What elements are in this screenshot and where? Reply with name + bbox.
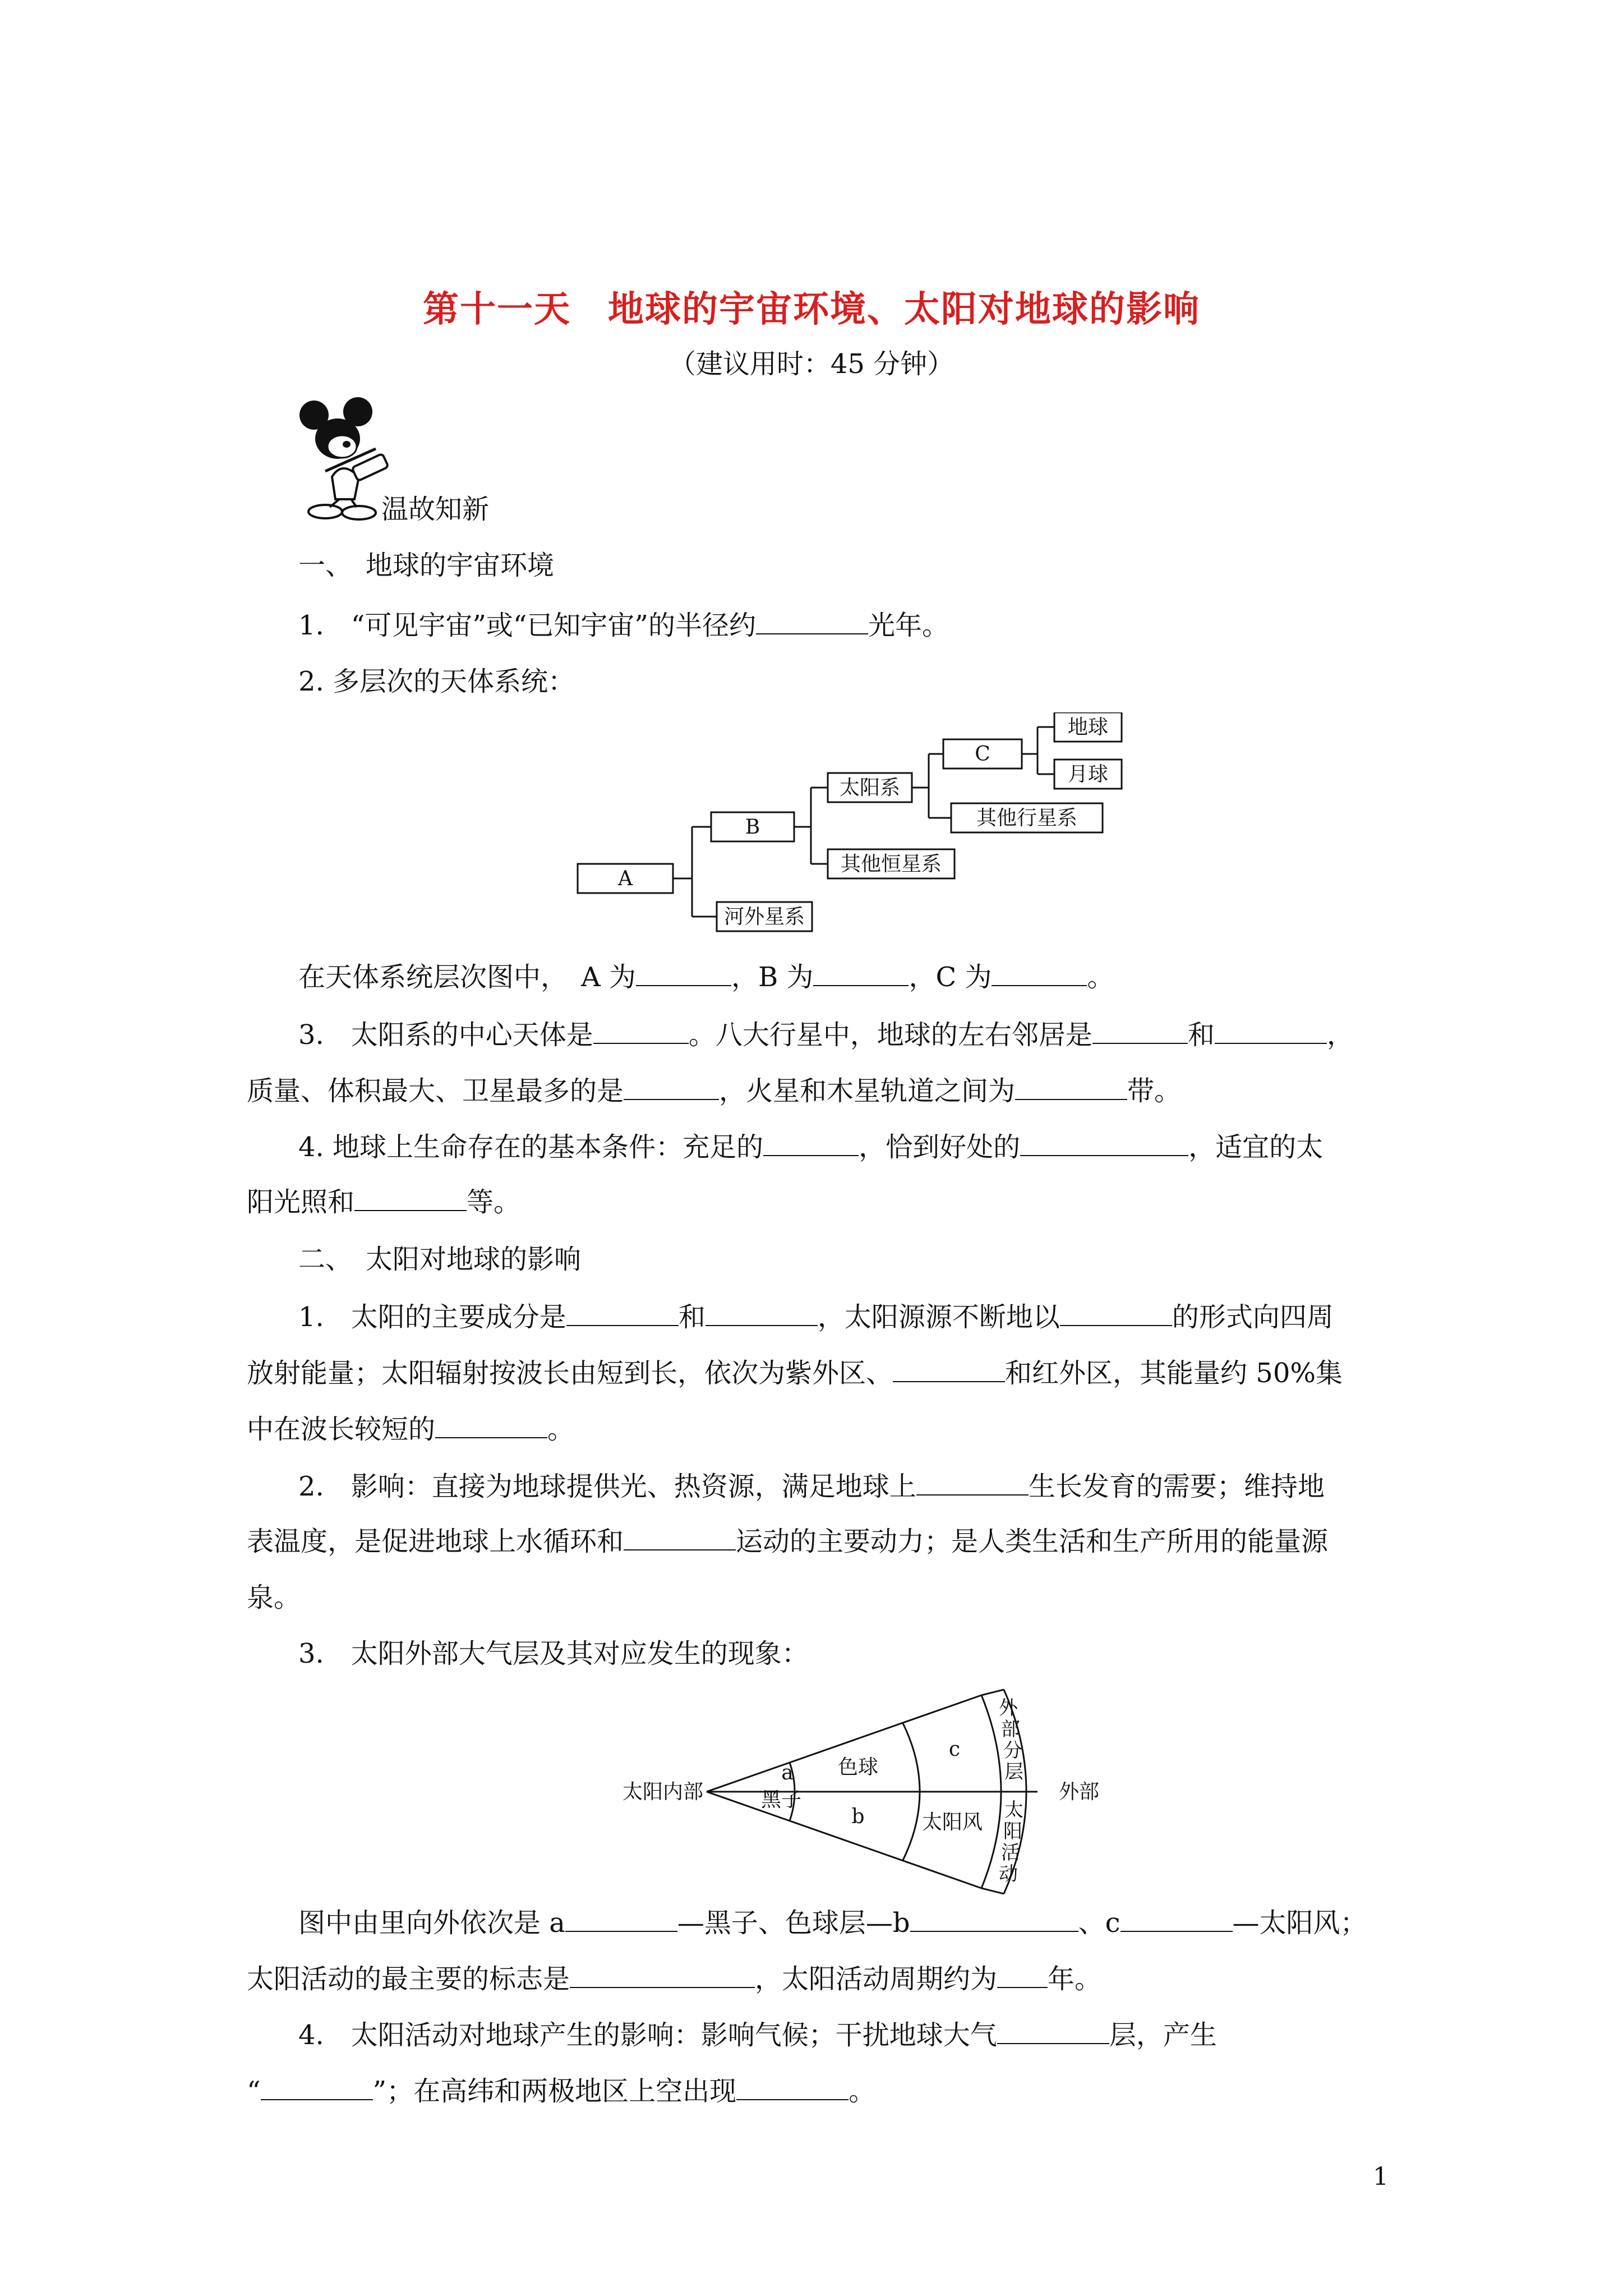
blank-neighbor-1[interactable] [1092, 1018, 1188, 1044]
label-C: C [975, 743, 990, 766]
blank-organisms[interactable] [916, 1470, 1029, 1496]
blank-neighbor-2[interactable] [1215, 1018, 1327, 1044]
part2-q3-fill-line2: 太阳活动的最主要的标志是 ，太阳活动周期约为 年。 [247, 1963, 1102, 1995]
part2-q4-line1: 4. 太阳活动对地球产生的影响：影响气候；干扰地球大气 层，产生 [298, 2019, 1217, 2051]
blank-condition-2[interactable] [1020, 1130, 1188, 1156]
label-b: b [851, 1805, 865, 1828]
part1-q1: 1. “可见宇宙”或“已知宇宙”的半径约 光年。 [298, 610, 949, 641]
part2-q1-line1: 1. 太阳的主要成分是 和 ，太阳源源不断地以 的形式向四周 [298, 1301, 1334, 1333]
blank-B[interactable] [813, 960, 909, 986]
label-other-planet-systems: 其他行星系 [976, 807, 1078, 830]
label-solar-wind: 太阳风 [921, 1811, 983, 1834]
blank-layer-c[interactable] [1121, 1906, 1233, 1932]
celestial-system-diagram [566, 712, 1127, 937]
svg-text:阳: 阳 [1003, 1820, 1022, 1843]
label-A: A [618, 867, 633, 890]
page-title: 第十一天 地球的宇宙环境、太阳对地球的影响 [423, 289, 1200, 330]
label-extragalactic: 河外星系 [723, 905, 805, 928]
label-sunspot: 黑子 [760, 1788, 802, 1811]
blank-layer-b[interactable] [910, 1906, 1078, 1932]
label-c: c [948, 1738, 961, 1761]
part2-q3-heading: 3. 太阳外部大气层及其对应发生的现象： [298, 1638, 809, 1669]
part2-q1-line2: 放射能量；太阳辐射按波长由短到长，依次为紫外区、 和红外区，其能量约 50%集 [247, 1358, 1343, 1389]
blank-component-1[interactable] [566, 1300, 679, 1326]
blank-cycle-years[interactable] [997, 1962, 1048, 1988]
svg-text:活: 活 [1001, 1842, 1020, 1864]
blank-universe-radius[interactable] [756, 609, 868, 634]
blank-condition-3[interactable] [354, 1185, 467, 1211]
label-moon: 月球 [1067, 763, 1109, 786]
part1-q2-heading: 2. 多层次的天体系统： [298, 666, 575, 697]
svg-text:外: 外 [999, 1697, 1018, 1719]
svg-text:分: 分 [1003, 1740, 1022, 1762]
blank-visible-region[interactable] [893, 1356, 1005, 1382]
part1-q4-line2: 阳光照和 等。 [247, 1186, 521, 1218]
svg-text:太: 太 [1004, 1799, 1023, 1821]
part1-q3-line2: 质量、体积最大、卫星最多的是 ，火星和木星轨道之间为 带。 [247, 1075, 1182, 1107]
blank-aurora[interactable] [736, 2074, 849, 2100]
part2-q3-fill-line1: 图中由里向外依次是 a —黑子、色球层—b 、c —太阳风； [298, 1907, 1367, 1939]
solar-activity-vertical-label [999, 1799, 1023, 1885]
part2-heading: 二、 太阳对地球的影响 [298, 1244, 582, 1275]
label-other-star-systems: 其他恒星系 [840, 853, 942, 876]
blank-center-body[interactable] [593, 1018, 689, 1044]
part2-q1-line3: 中在波长较短的 。 [247, 1414, 575, 1445]
blank-C[interactable] [992, 960, 1087, 986]
blank-layer-a[interactable] [565, 1906, 677, 1932]
part1-q2-fill: 在天体系统层次图中， A 为 ，B 为 ，C 为 。 [298, 961, 1114, 993]
blank-short-wave-region[interactable] [435, 1412, 547, 1438]
blank-radiation-form[interactable] [1060, 1300, 1172, 1326]
blank-magnetic-storm[interactable] [261, 2074, 373, 2100]
blank-asteroid-belt[interactable] [1015, 1074, 1127, 1100]
label-earth: 地球 [1067, 716, 1109, 739]
svg-text:动: 动 [999, 1863, 1018, 1885]
blank-component-2[interactable] [706, 1300, 818, 1326]
blank-atmosphere-motion[interactable] [624, 1525, 736, 1550]
sun-atmosphere-diagram [611, 1683, 1116, 1902]
label-chromosphere: 色球 [837, 1756, 879, 1779]
section-review-label: 温故知新 [381, 494, 490, 525]
part1-q4-line1: 4. 地球上生命存在的基本条件：充足的 ，恰到好处的 ，适宜的太 [298, 1131, 1324, 1163]
part1-heading: 一、 地球的宇宙环境 [298, 550, 555, 581]
page-subtitle: （建议用时：45 分钟） [668, 348, 955, 380]
svg-text:部: 部 [1001, 1718, 1020, 1741]
label-B: B [745, 816, 760, 839]
label-outside: 外部 [1059, 1780, 1100, 1803]
outer-layers-vertical-label [999, 1697, 1023, 1783]
part2-q2-line3: 泉。 [247, 1582, 301, 1613]
blank-ionosphere[interactable] [997, 2018, 1109, 2044]
label-a: a [781, 1761, 794, 1784]
part2-q2-line2: 表温度，是促进地球上水循环和 运动的主要动力；是人类生活和生产所用的能量源 [247, 1526, 1329, 1557]
blank-A[interactable] [636, 960, 731, 986]
part2-q2-line1: 2. 影响：直接为地球提供光、热资源，满足地球上 生长发育的需要；维持地 [298, 1471, 1325, 1502]
blank-largest-planet[interactable] [624, 1074, 719, 1100]
svg-text:层: 层 [1004, 1761, 1023, 1783]
part1-q3-line1: 3. 太阳系的中心天体是 。八大行星中，地球的左右邻居是 和 ， [298, 1019, 1354, 1051]
blank-condition-1[interactable] [763, 1130, 859, 1156]
page-number: 1 [1373, 2162, 1389, 2191]
blank-main-sign[interactable] [570, 1962, 755, 1988]
part2-q4-line2: “ ”；在高纬和两极地区上空出现 。 [247, 2076, 876, 2107]
label-solar-system: 太阳系 [839, 776, 901, 799]
label-sun-interior: 太阳内部 [622, 1780, 704, 1803]
